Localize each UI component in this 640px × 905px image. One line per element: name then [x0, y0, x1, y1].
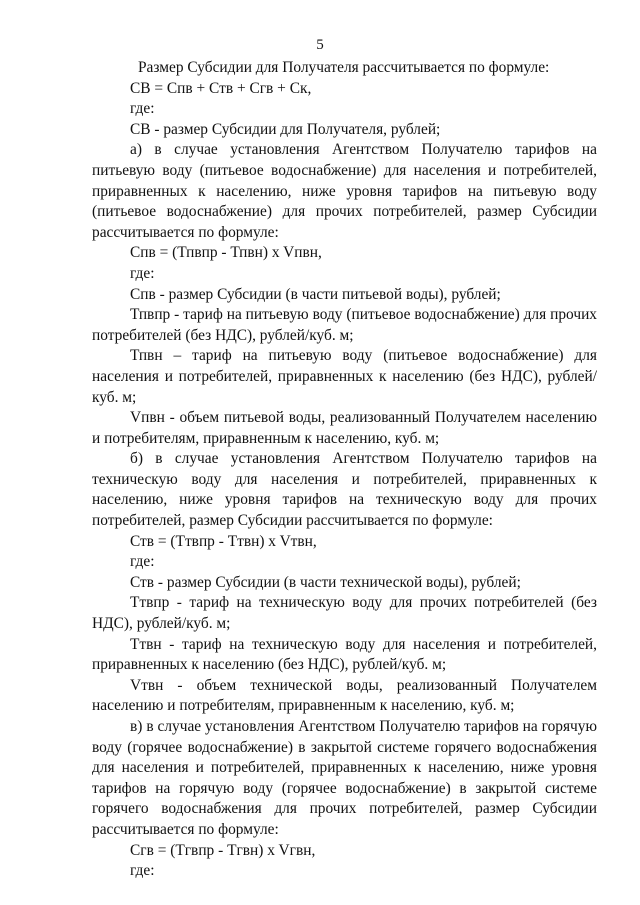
drinking-water-formula: Спв = (Тпвпр - Тпвн) x Vпвн,	[130, 244, 322, 262]
total-subsidy-formula: СВ = Спв + Ств + Сгв + Ск,	[130, 79, 312, 97]
definition-paragraph: Vтвн - объем технической воды, реализованный Получателем населению и потребителям, приравненным к населению, куб. м;	[92, 676, 597, 715]
definition-paragraph: Спв - размер Субсидии (в части питьевой воды), рублей;	[130, 285, 501, 303]
document-body	[92, 58, 597, 882]
technical-water-formula: Ств = (Ттвпр - Ттвн) x Vтвн,	[130, 532, 317, 550]
where-label: где:	[130, 553, 155, 571]
where-label: где:	[130, 100, 155, 118]
definition-paragraph: Тпвпр - тариф на питьевую воду (питьевое водоснабжение) для прочих потребителей (без НДС), рублей/куб. м;	[92, 306, 597, 344]
definition-paragraph: Vпвн - объем питьевой воды, реализованный Получателем населению и потребителям, приравненным к населению, куб. м;	[92, 409, 597, 447]
hot-water-formula: Сгв = (Тгвпр - Тгвн) x Vгвн,	[130, 841, 316, 859]
definition-paragraph: Ств - размер Субсидии (в части технической воды), рублей;	[130, 573, 521, 591]
definition-paragraph: СВ - размер Субсидии для Получателя, рублей;	[130, 120, 441, 138]
clause-a-paragraph: а) в случае установления Агентством Получателю тарифов на питьевую воду (питьевое водоснабжение) для населения и потребителей, приравненных к населению, ниже уровня тарифов на питьевую воду (питьевое водоснабжение) для прочих потребителей, размер Субсидии рассчитывается по формуле:	[92, 141, 597, 241]
page-number: 5	[316, 37, 324, 53]
clause-c-paragraph: в) в случае установления Агентством Получателю тарифов на горячую воду (горячее водоснабжение) в закрытой системе горячего водоснабжения для населения и потребителей, приравненных к населению, ниже уровня тарифов на горячую воду (горячее водоснабжение) в закрытой системе горячего водоснабжения для прочих потребителей, размер Субсидии рассчитывается по формуле:	[92, 718, 597, 838]
formula-intro-paragraph: Размер Субсидии для Получателя рассчитывается по формуле:	[138, 59, 550, 76]
where-label: где:	[130, 264, 155, 282]
definition-paragraph: Тпвн – тариф на питьевую воду (питьевое водоснабжение) для населения и потребителей, приравненных к населению (без НДС), рублей/куб. м;	[92, 347, 597, 406]
where-label: где:	[130, 862, 155, 880]
definition-paragraph: Ттвпр - тариф на техническую воду для прочих потребителей (без НДС), рублей/куб. м;	[92, 594, 597, 633]
definition-paragraph: Ттвн - тариф на техническую воду для населения и потребителей, приравненных к населению (без НДС), рублей/куб. м;	[92, 635, 597, 674]
clause-b-paragraph: б) в случае установления Агентством Получателю тарифов на техническую воду для населения и потребителей, приравненных к населению, ниже уровня тарифов на техническую воду для прочих потребителей, размер Субсидии рассчитывается по формуле:	[92, 450, 597, 530]
